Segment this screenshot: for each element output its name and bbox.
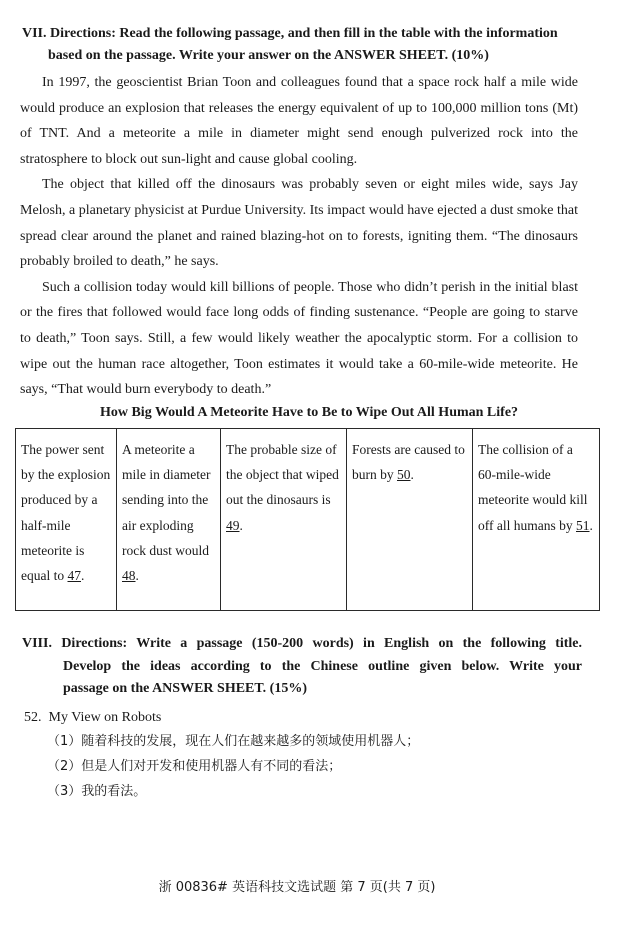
essay-outline xyxy=(47,729,419,804)
cell-text: A meteorite a mile in diameter sending into the air exploding rock dust would xyxy=(122,442,211,558)
passage-paragraph-2: The object that killed off the dinosaurs was probably seven or eight miles wide, says Jay Melosh, a planetary physicist at Purdue University. Its impact would have ejected a dust smoke that spread clear around the planet and rained blazing-hot on to forests, igniting them. “The dinosaurs probably broiled to death,” he says. xyxy=(20,177,578,270)
cell-text: Forests are caused to burn by xyxy=(352,442,465,483)
section-viii-number: VIII. xyxy=(22,636,52,651)
section-viii-directions-line3: passage on the ANSWER SHEET. (15%) xyxy=(63,681,308,696)
table-title: How Big Would A Meteorite Have to Be to Wipe Out All Human Life? xyxy=(99,405,519,420)
outline-item: （2）但是人们对开发和使用机器人有不同的看法； xyxy=(47,759,342,774)
cell-text: The probable size of the object that wiped out the dinosaurs is xyxy=(226,442,339,508)
outline-item: （3）我的看法。 xyxy=(47,784,147,799)
section-vii-number: VII. xyxy=(22,26,47,41)
section-vii-directions xyxy=(22,23,604,67)
reading-passage xyxy=(20,70,578,403)
passage-paragraph-3: Such a collision today would kill billions of people. Those who didn’t perish in the initial blast or the fires that followed would face long odds of finding sustenance. “People are going to starve to death,” Toon says. Still, a few would likely weather the apocalyptic storm. For a collision to wipe out the human race altogether, Toon estimates it would take a 60-mile-wide meteorite. He says, “That would burn everybody to death.” xyxy=(20,279,578,398)
section-viii-directions-line2: Develop the ideas according to the Chinese outline given below. Write your xyxy=(63,658,582,674)
section-vii-directions-line1: Directions: Read the following passage, and then fill in the table with the information xyxy=(50,26,558,41)
table-cell-47 xyxy=(16,429,117,611)
essay-question xyxy=(24,707,161,729)
blank-50: 50 xyxy=(397,467,411,483)
section-viii-directions xyxy=(22,633,582,701)
blank-47: 47 xyxy=(67,568,81,584)
cell-end: . xyxy=(135,568,139,584)
cell-end: . xyxy=(239,517,243,533)
table-cell-51 xyxy=(473,429,600,611)
cell-end: . xyxy=(589,517,593,533)
blank-48: 48 xyxy=(122,568,136,584)
table-cell-49 xyxy=(221,429,347,611)
section-viii-directions-text1: Directions: Write a passage (150-200 words) in English on the following title. xyxy=(61,636,583,651)
table-cell-48 xyxy=(117,429,221,611)
cell-end: . xyxy=(81,568,85,584)
section-vii-directions-line2: based on the passage. Write your answer on the ANSWER SHEET. (10%) xyxy=(48,48,489,63)
blank-51: 51 xyxy=(576,517,590,533)
essay-number: 52. xyxy=(24,710,42,725)
page-footer: 浙 00836# 英语科技文选试题 第 7 页(共 7 页) xyxy=(158,880,436,895)
outline-item: （1）随着科技的发展，现在人们在越来越多的领域使用机器人； xyxy=(47,734,420,749)
table-cell-50 xyxy=(347,429,473,611)
cell-text: The collision of a 60-mile-wide meteorite would kill off all humans by xyxy=(478,442,588,533)
cell-text: The power sent by the explosion produced by a half-mile meteorite is equal to xyxy=(21,442,111,584)
essay-title: My View on Robots xyxy=(48,710,162,725)
section-viii-directions-line1 xyxy=(22,633,582,656)
blank-49: 49 xyxy=(226,517,240,533)
table-row xyxy=(16,429,600,611)
passage-paragraph-1: In 1997, the geoscientist Brian Toon and colleagues found that a space rock half a mile wide would produce an explosion that releases the energy equivalent of up to 100,000 million tons (Mt) of TNT. And a meteorite a mile in diameter might send enough pulverized rock into the stratosphere to block out sun-light and cause global cooling. xyxy=(20,75,578,167)
info-table xyxy=(15,428,600,611)
cell-end: . xyxy=(410,467,414,483)
